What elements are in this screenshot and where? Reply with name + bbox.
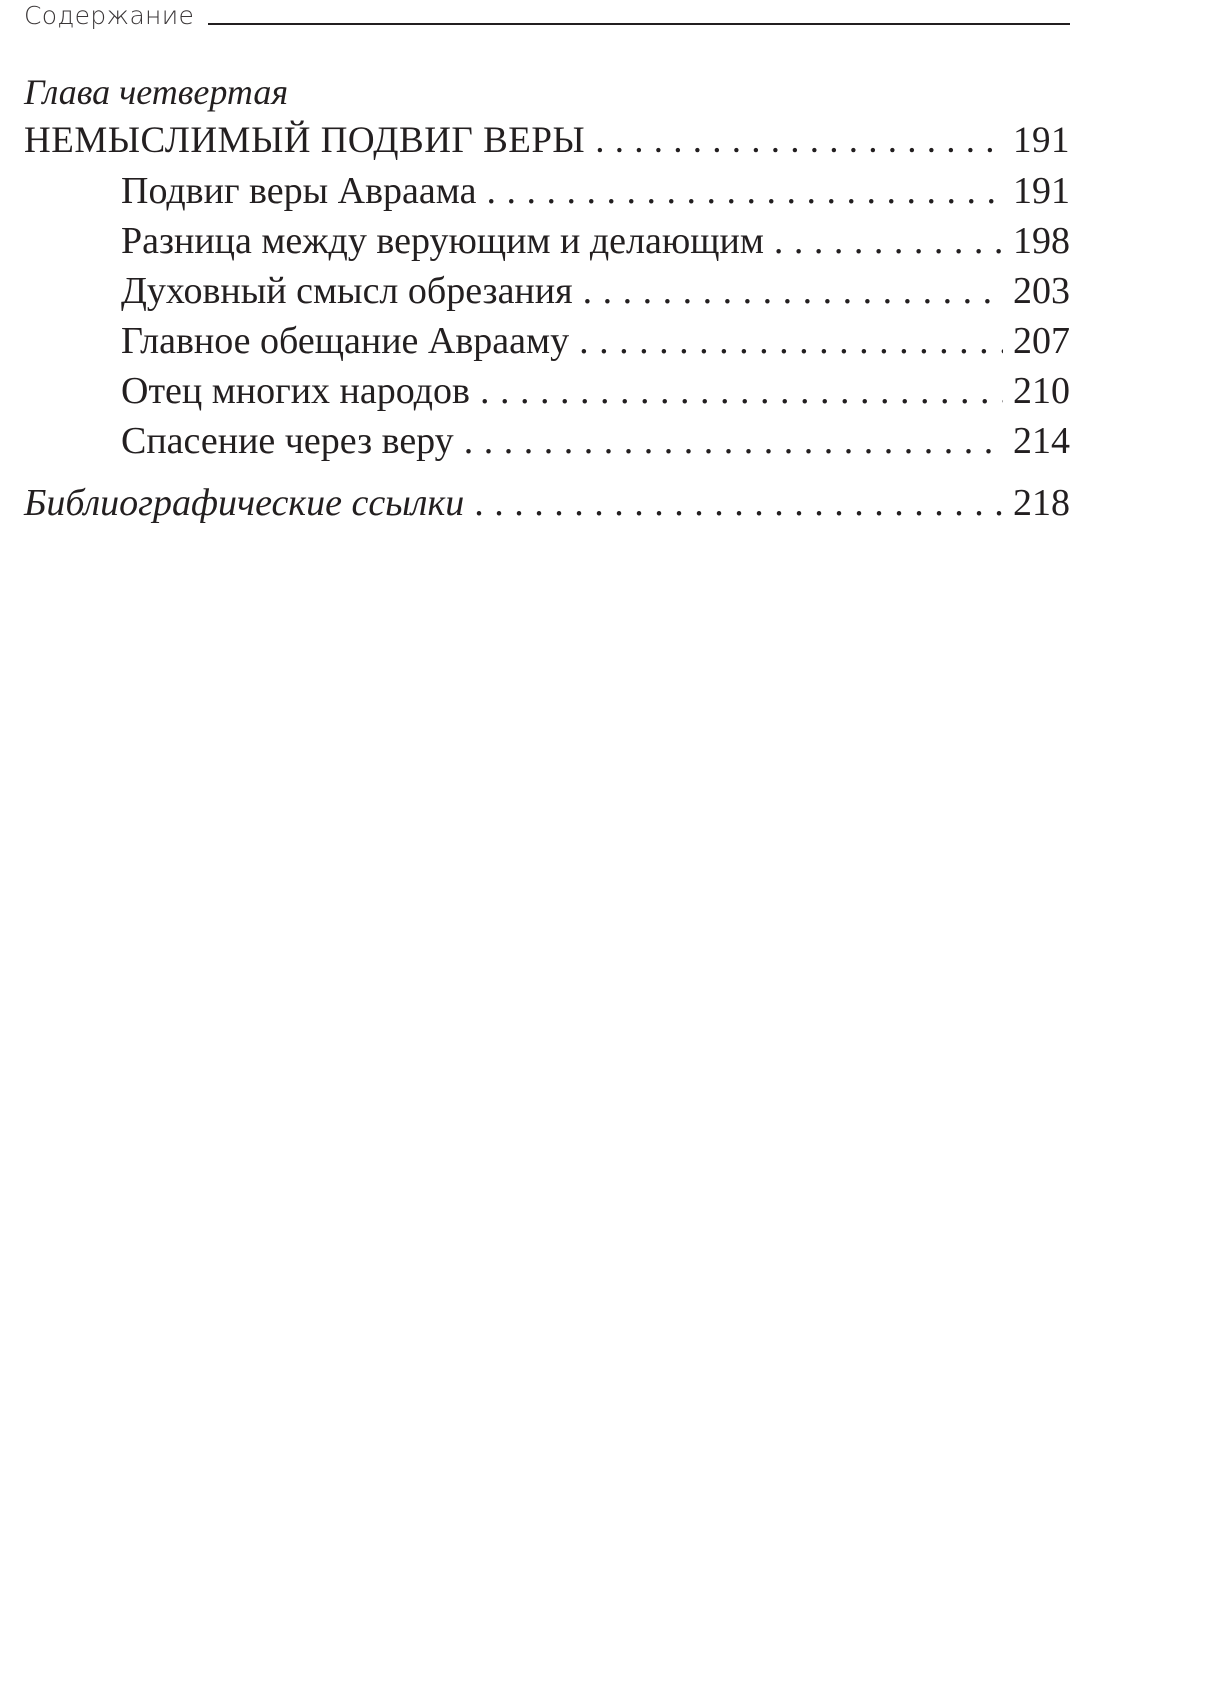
dot-leader xyxy=(583,266,1003,316)
dot-leader xyxy=(480,366,1003,416)
toc-entry-section[interactable] xyxy=(24,166,1070,216)
toc-entry-title: Подвиг веры Авраама xyxy=(121,170,477,212)
chapter-label: Глава четвертая xyxy=(24,72,289,112)
toc-entry-page: 218 xyxy=(1013,482,1070,524)
dot-leader xyxy=(474,478,1003,528)
toc-entry-title: Разница между верующим и делающим xyxy=(121,220,764,262)
toc-entry-section[interactable] xyxy=(24,216,1070,266)
toc-entry-title: Библиографические ссылки xyxy=(24,482,465,524)
dot-leader xyxy=(486,166,1003,216)
toc-entry-page: 203 xyxy=(1013,270,1070,312)
toc-entry-page: 214 xyxy=(1013,420,1070,462)
toc-entry-section[interactable] xyxy=(24,316,1070,366)
dot-leader xyxy=(774,216,1003,266)
toc-entry-page: 198 xyxy=(1013,220,1070,262)
toc-entry-page: 207 xyxy=(1013,320,1070,362)
toc-entry-chapter[interactable] xyxy=(24,116,1070,166)
running-head-rule xyxy=(208,23,1070,25)
toc-entry-title: Духовный смысл обрезания xyxy=(121,270,573,312)
toc-entry-title: Спасение через веру xyxy=(121,420,454,462)
toc-entry-title: НЕМЫСЛИМЫЙ ПОДВИГ ВЕРЫ xyxy=(24,120,586,161)
toc-entry-title: Отец многих народов xyxy=(121,370,470,412)
toc-entry-section[interactable] xyxy=(24,416,1070,466)
dot-leader xyxy=(579,316,1003,366)
toc-entry-page: 191 xyxy=(1013,170,1070,212)
table-of-contents xyxy=(24,70,1070,528)
toc-entry-title: Главное обещание Аврааму xyxy=(121,320,570,362)
toc-entry-section[interactable] xyxy=(24,266,1070,316)
toc-entry-bibliography[interactable] xyxy=(24,478,1070,528)
dot-leader xyxy=(595,116,1003,166)
running-head xyxy=(24,0,1070,30)
dot-leader xyxy=(464,416,1003,466)
toc-entry-page: 210 xyxy=(1013,370,1070,412)
toc-entry-page: 191 xyxy=(1013,120,1070,161)
running-head-title: Содержание xyxy=(24,1,195,30)
toc-entry-section[interactable] xyxy=(24,366,1070,416)
